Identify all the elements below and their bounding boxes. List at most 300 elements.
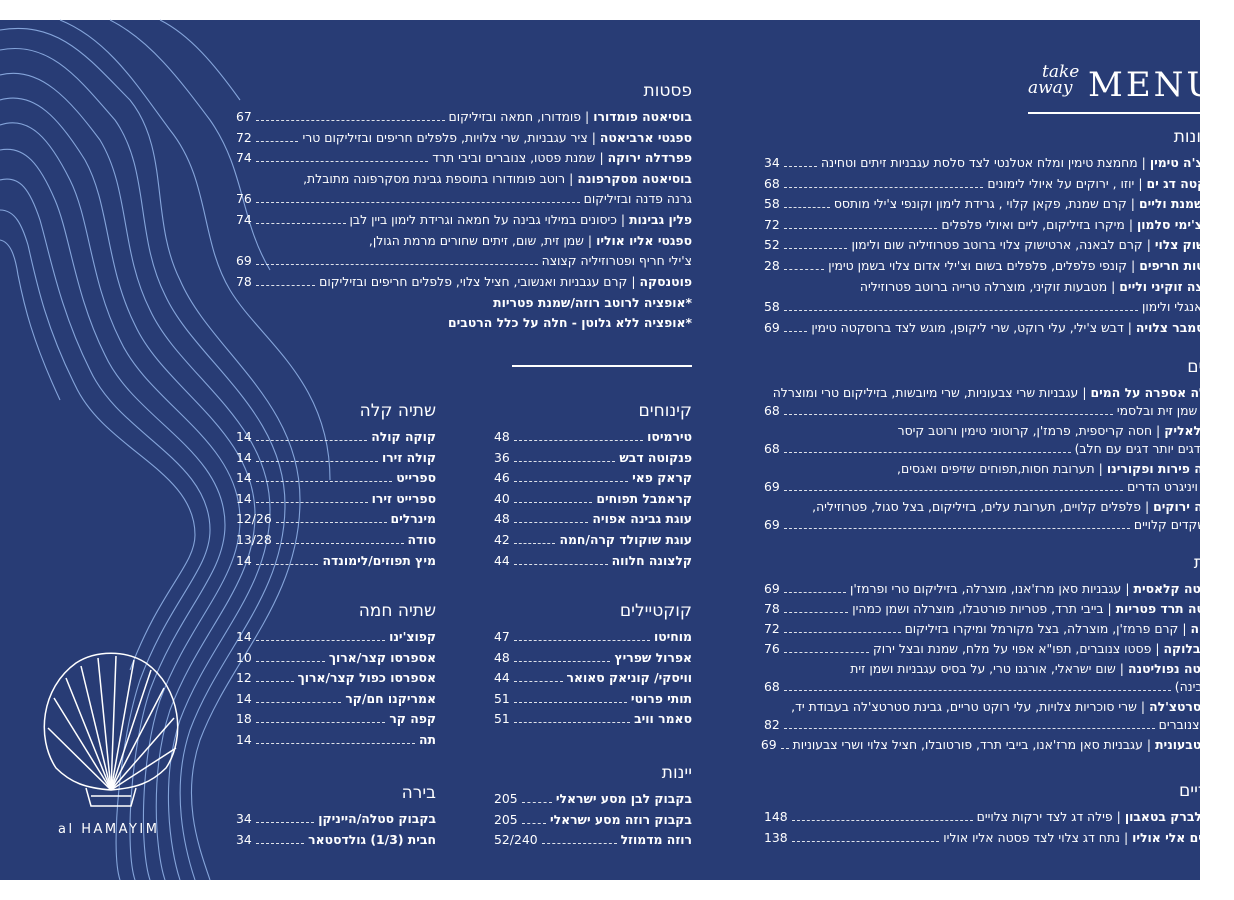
menu-item [236, 129, 692, 147]
dotted-leader [514, 490, 593, 503]
menu-item [764, 498, 1234, 534]
dotted-leader [784, 640, 869, 653]
item-name: אראנצ'ימי סלמון [1137, 216, 1234, 232]
item-name: ספרייט זירו [371, 490, 436, 506]
item-price: 36 [494, 449, 510, 465]
item-description: גרנה פדנה ובזיליקום [583, 191, 692, 207]
menu-item [764, 319, 1234, 337]
item-price: 12/26 [236, 511, 272, 527]
title-take: take [1042, 62, 1080, 82]
section-mains [764, 780, 1234, 849]
item-name: קפה קר [389, 711, 436, 727]
item-line [764, 678, 1234, 696]
menu-item [494, 649, 692, 667]
item-price: 47 [494, 629, 510, 644]
menu-item [764, 620, 1234, 638]
item-description: פלפלים קלויים, תערובת עלים, בזיליקום, בצל סגול, פטרוזיליה, [812, 499, 1141, 514]
dotted-leader [784, 175, 984, 188]
dotted-leader [256, 810, 314, 823]
item-name: עוגת שוקולד קרה/חמה [559, 531, 692, 547]
item-price: 46 [494, 470, 510, 486]
dotted-leader [784, 600, 848, 613]
item-line [764, 640, 1234, 658]
item-name: פוטנסקה [639, 273, 692, 289]
menu-item [764, 175, 1234, 193]
dotted-leader [514, 510, 589, 523]
dotted-leader [784, 216, 938, 229]
item-description: עגבניות סאן מרז'אנו, מוצרלה, בזיליקום טרי ופרמז'ן [850, 581, 1122, 596]
title-menu: MENU [1088, 65, 1219, 105]
item-price: 14 [236, 429, 252, 444]
item-description: ואיולי אנגלי ולימון [1141, 299, 1234, 315]
item-price: 69 [764, 517, 780, 532]
item-price: 48 [494, 511, 510, 527]
item-description: (מכיל דגים יותר דגים עם חלב) [1074, 441, 1234, 456]
item-name: קראמבל תפוחים [596, 490, 692, 506]
item-description: כיסונים במילוי גבינה על חמאה וגרידת לימון ביין לבן [349, 211, 617, 227]
separator: | [1146, 237, 1151, 253]
dotted-leader [514, 649, 611, 662]
dotted-leader [784, 478, 1123, 491]
menu-item [494, 449, 692, 467]
item-name: תה [419, 731, 436, 747]
menu-item [494, 531, 692, 549]
dotted-leader [276, 510, 387, 523]
menu-item [764, 236, 1234, 254]
section-pizzas [760, 552, 1234, 756]
item-description: שמן זית, שום, זיתים שחורים מרמת הגולן, [368, 232, 584, 248]
section-heading: קוקטיילים [619, 601, 692, 621]
item-description: מטבעות זוקיני, מוצרלה טרייה ברוטב פטרוזיליה [859, 278, 1108, 294]
separator: | [1182, 621, 1187, 636]
dotted-leader [542, 831, 617, 844]
item-price: 14 [236, 629, 252, 644]
item-line [764, 440, 1234, 458]
item-name: פפרדלה ירוקה [607, 150, 692, 166]
item-price: 52 [764, 237, 780, 253]
item-name: ביאנקה [1190, 621, 1234, 636]
item-price: 68 [764, 403, 780, 418]
menu-item [236, 428, 436, 446]
separator: | [1144, 499, 1150, 514]
item-description: מיקרו בזיליקום, ליים ואיולי פלפלים [941, 216, 1125, 232]
dotted-leader [792, 808, 973, 821]
item-name: פנצנלה אספרה על המים [1090, 385, 1234, 400]
item-description: שמן ושקדים קלויים [1133, 517, 1234, 532]
item-price: 14 [236, 552, 252, 568]
separator: | [1111, 278, 1116, 294]
item-price: 14 [236, 690, 252, 706]
section-heading: בירה [401, 783, 436, 803]
menu-item [236, 649, 436, 667]
item-description: פילה דג לצד ירקות צלויים [976, 809, 1113, 824]
dotted-leader [256, 211, 346, 224]
dotted-leader [781, 736, 789, 749]
menu-item [236, 510, 436, 528]
section-hot-drinks [236, 600, 436, 752]
menu-item [236, 149, 692, 167]
menu-item [236, 232, 692, 250]
item-name: קוקה קולה [371, 429, 436, 444]
menu-item [494, 669, 692, 687]
separator: | [1125, 581, 1130, 596]
item-price: 14 [236, 731, 252, 747]
item-name: פסטו בלוקה [1163, 641, 1234, 656]
item-price: 44 [494, 670, 510, 686]
dotted-leader [256, 129, 299, 142]
item-price: 76 [764, 641, 780, 656]
item-name: סאמר וויב [634, 711, 692, 727]
item-description: קרם לבאנה, ארטישוק צלוי ברוטב פטרוזיליה שום ולימון [851, 237, 1143, 253]
item-price: 58 [764, 299, 780, 315]
item-description: רוטב פומודורו בתוספת גבינת מסקרפונה מתובלת, [303, 170, 566, 186]
dotted-leader [256, 190, 580, 203]
item-line [764, 478, 1234, 496]
item-description: חסה קריספית, פרמז'ן, קרוטוני טימין ורוטב קיסר [897, 423, 1153, 438]
item-price: 68 [764, 679, 780, 694]
menu-item [764, 660, 1234, 696]
dotted-leader [256, 449, 378, 462]
item-description: קונפי פלפלים, פלפלים בשום וצ'ילי אדום צלוי בשמן טימין [828, 257, 1128, 273]
item-price: 74 [236, 211, 252, 227]
dotted-leader [514, 469, 628, 482]
item-description: דבש צ'ילי, עלי רוקט, שרי ליקופן, מוגש לצד ברוסקטה טימין [811, 319, 1124, 335]
dotted-leader [514, 628, 650, 641]
dotted-leader [784, 716, 1155, 729]
item-name: קפוצ'ינו [389, 629, 436, 644]
item-description: שרי סוכריות צלויות, עלי רוקט טריים, גבינת סטרטצ'לה בעבודת יד, [791, 699, 1137, 714]
dotted-leader [522, 790, 552, 803]
item-name: בקבוק לבן מסע ישראלי [555, 791, 692, 806]
item-price: 14 [236, 490, 252, 506]
separator: | [591, 129, 596, 145]
dotted-leader [784, 678, 1171, 691]
menu-item [494, 790, 692, 808]
dotted-leader [784, 580, 846, 593]
separator: | [1123, 829, 1129, 845]
item-name: פוקאצה זוקיני וליים [1119, 278, 1234, 294]
item-name: מוחיטו [653, 629, 692, 644]
item-price: 48 [494, 429, 510, 444]
menu-item [764, 580, 1234, 598]
item-name: פנקוטה דבש [619, 449, 692, 465]
menu-item [764, 195, 1234, 213]
item-name: אספרסו קצר/ארוך [328, 649, 436, 665]
menu-item [764, 278, 1234, 296]
item-price: 67 [236, 109, 252, 124]
item-line [764, 498, 1234, 516]
item-name: סודה [407, 531, 436, 547]
dotted-leader [256, 628, 385, 641]
item-line [764, 384, 1234, 402]
item-price: 18 [236, 711, 252, 727]
section-cocktails [494, 600, 692, 731]
separator: | [1155, 641, 1160, 656]
item-name: בקבוק רוזה מסע ישראלי [549, 811, 692, 827]
item-name: בקבוק סטלה/הייניקן [318, 811, 436, 826]
dotted-leader [276, 531, 404, 544]
dotted-leader [514, 690, 627, 703]
separator: | [1107, 601, 1112, 616]
menu-spread [0, 20, 1234, 880]
brand-name: al HAMAYIM [58, 822, 160, 837]
item-name: פוקאצ'ה טימין [1149, 155, 1234, 170]
section-beer [236, 782, 436, 851]
menu-item [236, 531, 436, 549]
scallop-shell-logo [36, 648, 186, 808]
menu-item [494, 710, 692, 728]
item-name: ספרייט [396, 470, 436, 486]
separator: | [1082, 385, 1087, 400]
item-name: בוסיאטה פומדורו [593, 109, 692, 124]
item-price: 76 [236, 191, 252, 207]
item-description: נתח דג צלוי לצד פסטה אליו אוליו [943, 829, 1120, 845]
section-heading: שתיה חמה [358, 601, 436, 621]
separator: | [1141, 155, 1146, 170]
item-line [764, 580, 1234, 598]
dotted-leader [256, 490, 368, 503]
section-heading: פסטות [643, 81, 692, 101]
menu-item [236, 449, 436, 467]
separator: | [631, 273, 636, 289]
item-name: קראק פאי [632, 470, 692, 486]
item-price: 51 [494, 711, 510, 727]
dotted-leader [256, 669, 294, 682]
dotted-leader [256, 469, 392, 482]
menu-item [236, 669, 436, 687]
dotted-leader [514, 552, 608, 565]
item-name: מינרלים [390, 511, 436, 527]
separator: | [1138, 175, 1143, 191]
item-price: 78 [236, 273, 252, 289]
item-description: פסטו וצנוברים [1158, 717, 1234, 732]
item-name: חבית (1/3) גולדסטאר [308, 831, 436, 847]
section-heading: קינוחים [638, 401, 692, 421]
menu-item [236, 108, 692, 126]
menu-item [236, 469, 436, 487]
dotted-leader [256, 273, 315, 286]
dotted-leader [522, 811, 546, 824]
item-line [764, 698, 1234, 716]
item-description: ללא גבינה) [1174, 679, 1234, 694]
dotted-leader [784, 402, 1113, 415]
menu-item [764, 808, 1234, 826]
menu-item [236, 552, 436, 570]
menu-item [764, 698, 1234, 734]
item-price: 68 [764, 175, 780, 191]
separator: | [1130, 196, 1135, 212]
item-line [764, 460, 1234, 478]
menu-item [494, 831, 692, 849]
menu-title [1028, 60, 1228, 120]
item-price: 14 [236, 449, 252, 465]
dotted-leader [784, 319, 808, 332]
item-description: עגבניות שרי צבעוניות, שרי מיובשות, בזיליקום טרי ומוצרלה [772, 385, 1079, 400]
item-price: 52/240 [494, 832, 538, 848]
menu-item [236, 731, 436, 749]
item-price: 42 [494, 531, 510, 547]
item-name: מגלינה פירות ופקורינו [1106, 461, 1234, 476]
dotted-leader [514, 428, 643, 441]
item-price: 68 [764, 441, 780, 456]
section-soft-drinks [236, 400, 436, 572]
separator: | [1119, 661, 1124, 676]
dotted-leader [256, 552, 319, 565]
item-line [764, 402, 1234, 420]
item-price: 72 [764, 621, 780, 636]
section-heading: פיצות [1193, 553, 1234, 573]
item-name: מרגריטה נפוליטנה [1127, 661, 1234, 676]
item-name: פילה לברק בטאבון [1124, 809, 1234, 824]
item-line [764, 600, 1234, 618]
item-name: פילה ים אלי אוליו [1132, 829, 1234, 845]
item-name: אמריקנו חם/קר [345, 690, 436, 706]
dotted-leader [514, 449, 616, 462]
item-description: קרם שמנת, פקאן קלוי , גרידת לימון וקונפי צ'ילי מותסס [833, 196, 1127, 212]
dotted-leader [514, 710, 630, 723]
section-divider [512, 365, 692, 367]
item-price: 44 [494, 552, 510, 568]
item-price: 138 [764, 829, 788, 845]
item-price: 48 [494, 649, 510, 665]
dotted-leader [256, 649, 325, 662]
item-name: פיורנטה תרד פטריות [1115, 601, 1234, 616]
item-name: קיסר לאליק [1164, 423, 1234, 438]
item-price: 69 [764, 319, 780, 335]
separator: | [599, 150, 604, 166]
note: *אופציה לרוטב רוזה/שמנת פטריות [493, 295, 692, 311]
separator: | [1146, 737, 1152, 752]
item-line [764, 620, 1234, 638]
section-heading: ראשונות [1173, 127, 1234, 147]
item-name: קרוסטות חריפים [1139, 257, 1234, 273]
item-name: ניוקי שמנת וליים [1138, 196, 1234, 212]
item-price: 69 [764, 479, 780, 494]
title-away: away [1028, 78, 1073, 98]
item-description: פקאן, ויניגרט הדרים [1127, 479, 1234, 494]
item-line [764, 422, 1234, 440]
item-price: 72 [764, 216, 780, 232]
separator: | [587, 232, 593, 248]
item-description: שום ישראלי, אורגנו טרי, על בסיס עגבניות ושמן זית [850, 661, 1116, 676]
menu-item [764, 257, 1234, 275]
item-description: קרם עגבניות ואנשובי, חציל צלוי, פלפלים חריפים ובזיליקום [319, 273, 628, 289]
menu-item [764, 298, 1234, 316]
menu-item [764, 600, 1234, 618]
dotted-leader [256, 428, 368, 441]
item-name: מיץ תפוזים/לימונדה [322, 552, 436, 568]
item-name: סלק סמבר צלויה [1135, 319, 1234, 335]
menu-item [494, 510, 692, 528]
dotted-leader [784, 236, 848, 249]
item-name: רוזה מדמוזל [620, 832, 692, 848]
dotted-leader [256, 831, 304, 844]
dotted-leader [784, 516, 1130, 529]
item-price: 34 [236, 811, 252, 826]
menu-item [236, 252, 692, 270]
menu-item [494, 552, 692, 570]
dotted-leader [784, 440, 1071, 453]
item-price: 58 [764, 196, 780, 212]
dotted-leader [256, 149, 428, 162]
item-price: 82 [764, 717, 780, 732]
item-price: 78 [764, 601, 780, 616]
item-name: ספגטי אליו אוליו [596, 232, 692, 248]
dotted-leader [792, 829, 940, 842]
item-line [764, 516, 1234, 534]
separator: | [1131, 257, 1136, 273]
menu-item [764, 384, 1234, 420]
item-price: 69 [764, 581, 780, 596]
section-salads [764, 356, 1234, 536]
menu-item [764, 829, 1234, 847]
item-price: 72 [236, 129, 252, 145]
menu-item [764, 460, 1234, 496]
section-starters [764, 126, 1234, 339]
item-name: עוגת גבינה אפויה [592, 511, 692, 527]
item-name: תותי פרוטי [630, 690, 692, 706]
item-description: קרם פרמז'ן, מוצרלה, בצל מקורמל ומיקרו בזיליקום [904, 621, 1179, 636]
separator: | [585, 109, 590, 124]
dotted-leader [784, 620, 901, 633]
item-name: ספגטי ארביאטה [599, 129, 692, 145]
section-pastas [236, 80, 692, 333]
section-wines [494, 762, 692, 852]
section-heading: שתיה קלה [359, 401, 436, 421]
item-price: 12 [236, 670, 252, 686]
menu-item [764, 154, 1234, 172]
separator: | [1140, 699, 1146, 714]
dotted-leader [256, 108, 445, 121]
item-line [760, 736, 1234, 754]
separator: | [569, 170, 574, 186]
item-name: ארטישוק צלוי [1154, 237, 1234, 253]
item-line [764, 660, 1234, 678]
item-price: 205 [494, 791, 518, 806]
item-name: וויסקי/ קוניאק סאואר [566, 670, 692, 686]
section-desserts [494, 400, 692, 572]
item-description: פומדורו, חמאה ובזיליקום [448, 109, 582, 124]
separator: | [1098, 461, 1103, 476]
item-price: 51 [494, 690, 510, 706]
menu-item [760, 736, 1234, 754]
separator: | [1116, 809, 1121, 824]
menu-item [494, 628, 692, 646]
dotted-leader [256, 710, 386, 723]
title-underline [1028, 112, 1208, 114]
item-price: 13/28 [236, 531, 272, 547]
section-heading: עיקריים [1179, 781, 1234, 801]
separator: | [1156, 423, 1161, 438]
item-description: ציר עגבניות, שרי צלויות, פלפלים חריפים ובזיליקום טרי [302, 129, 588, 145]
item-price: 10 [236, 649, 252, 665]
dotted-leader [514, 669, 563, 682]
item-description: תערובת חסות,תפוחים שזיפים ואגסים, [897, 461, 1095, 476]
item-name: אפרול שפריץ [614, 649, 692, 665]
menu-item [494, 428, 692, 446]
menu-item [236, 831, 436, 849]
menu-item [236, 211, 692, 229]
item-name: פיצה סרטצ'לה [1149, 699, 1234, 714]
item-price: 74 [236, 150, 252, 166]
separator: | [1127, 319, 1132, 335]
menu-item [494, 490, 692, 508]
note: *אופציה ללא גלוטן - חלה על כלל הרטבים [448, 315, 692, 331]
dotted-leader [256, 731, 415, 744]
item-description: צ'ילי חריף ופטרוזיליה קצוצה [541, 253, 692, 269]
item-name: בוסיאטה מסקרפונה [577, 170, 692, 186]
item-description: פסטו צנוברים, תפו"א אפוי על מלח, שמנת ובצל ירוק [872, 641, 1152, 656]
